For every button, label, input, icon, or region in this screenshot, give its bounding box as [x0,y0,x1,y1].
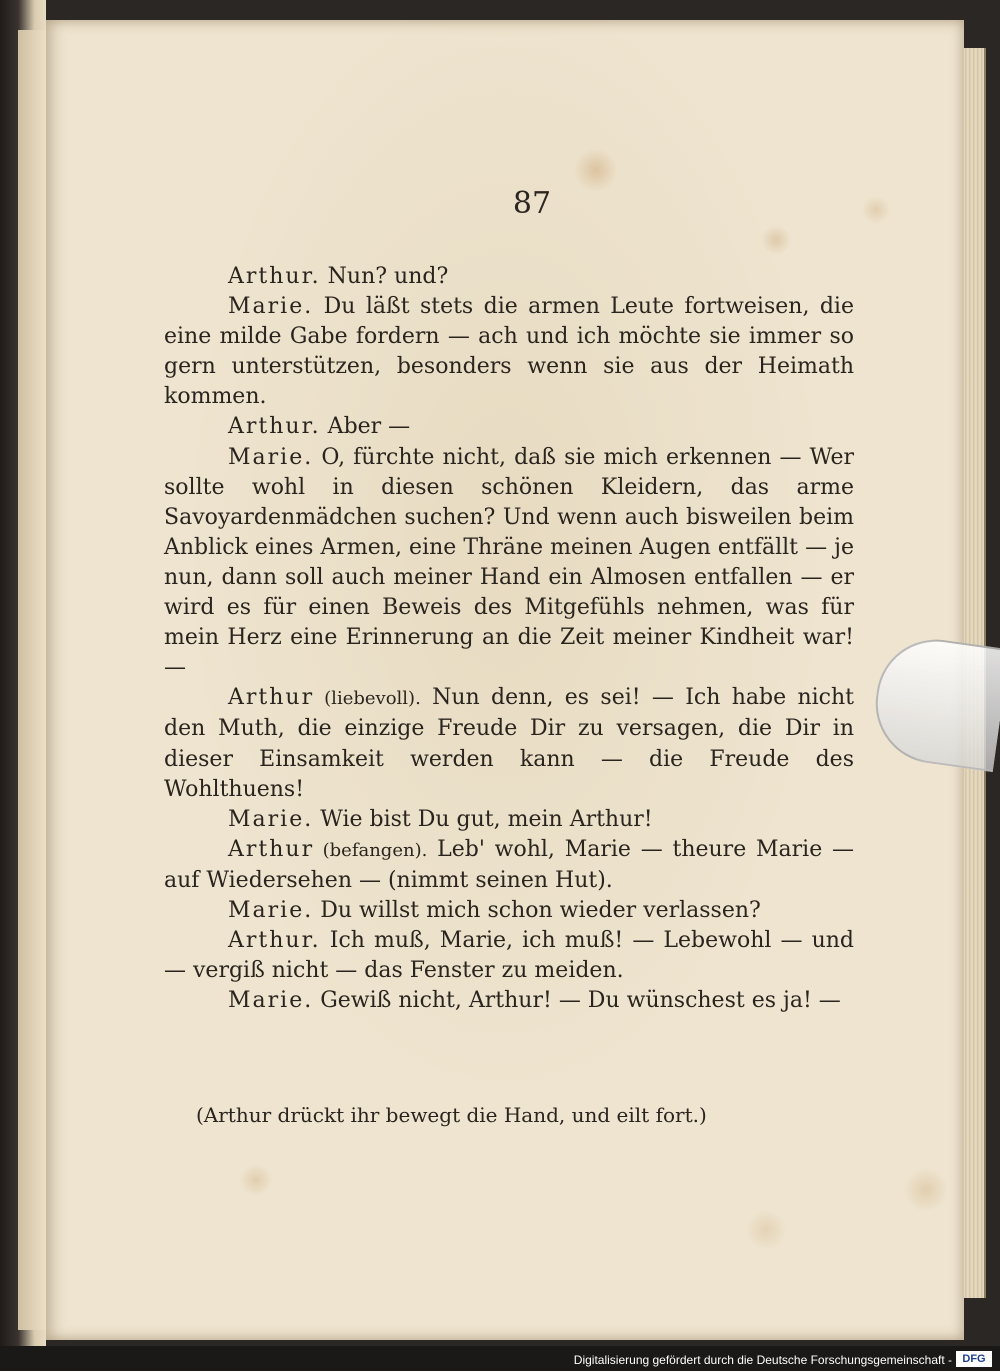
line-text: Aber — [320,414,411,440]
footer-credit: Digitalisierung gefördert durch die Deutsche Forschungsgemeinschaft - [573,1353,952,1367]
closing-stage-direction: (Arthur drückt ihr bewegt die Hand, und eilt fort.) [196,1103,707,1127]
dialogue-line [164,835,854,896]
speaker-name: Marie. [228,897,314,923]
line-text: Leb' wohl, Marie — theure Marie — auf Wiedersehen — (nimmt seinen Hut). [164,836,855,893]
speaker-name: Marie. [228,988,314,1014]
line-text: Nun? und? [320,264,449,289]
line-text: Wie bist Du gut, mein Arthur! [313,806,653,832]
stage-direction: (befangen). [314,839,428,861]
dialogue-line [164,896,854,926]
speaker-name: Marie. [228,294,314,320]
speaker-name: Marie. [228,444,314,470]
speaker-name: Arthur. [228,928,321,954]
book-page [46,20,964,1340]
dialogue-line [164,262,854,292]
speaker-name: Arthur [228,685,315,711]
page-number: 87 [512,186,552,221]
line-text: Nun denn, es sei! — Ich habe nicht den Muth, die einzige Freude Dir zu versagen, die Dir in dieser Einsamkeit werden kann — die Freude des Wohlthuens! [164,685,854,802]
line-text: Ich muß, Marie, ich muß! — Lebewohl — und — vergiß nicht — das Fenster zu meiden. [164,928,854,984]
line-text: Gewiß nicht, Arthur! — Du wünschest es ja! — [313,988,841,1014]
dialogue-line [164,926,854,986]
speaker-name: Arthur [228,836,315,862]
dfg-logo: DFG [956,1351,992,1367]
speaker-name: Arthur. [228,264,321,289]
line-text: O, fürchte nicht, daß sie mich erkennen — Wer sollte wohl in diesen schönen Kleidern, das arme Savoyardenmädchen suchen? Und wenn auch bisweilen beim Anblick eines Armen, eine Thräne meinen Augen entfällt — je nun, dann soll auch meiner Hand ein Almosen entfallen — er wird es für einen Beweis des Mitgefühls nehmen, was für mein Herz eine Erinnerung an die Zeit meiner Kindheit war! — [164,444,854,681]
dialogue-line [164,683,854,804]
line-text: Du läßt stets die armen Leute fortweisen, die eine milde Gabe fordern — ach und ich möchte sie immer so gern unterstützen, besonders wenn sie aus der Heimath kommen. [164,294,854,410]
speaker-name: Arthur. [228,414,321,440]
speaker-name: Marie. [228,806,314,832]
dialogue-line [164,443,854,684]
dialogue-line [164,412,854,442]
dialogue-line [164,292,854,412]
dialogue-line [164,986,854,1016]
dialogue-text [164,262,854,1016]
stage-direction: (liebevoll). [314,688,421,710]
line-text: Du willst mich schon wieder verlassen? [313,897,761,923]
dialogue-line [164,805,854,835]
